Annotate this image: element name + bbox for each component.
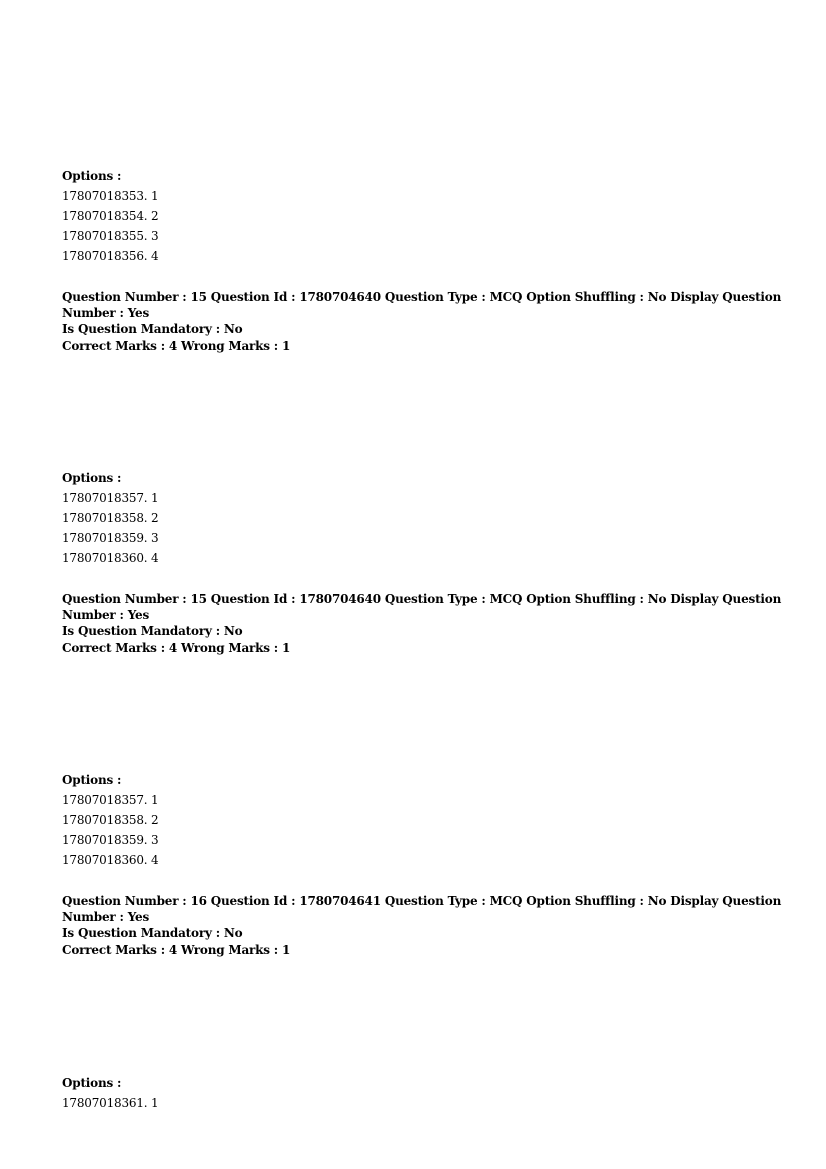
question-header xyxy=(62,591,782,657)
option-item: 17807018355. 3 xyxy=(62,229,159,243)
question-marks-line: Correct Marks : 4 Wrong Marks : 1 xyxy=(62,339,291,353)
option-item: 17807018358. 2 xyxy=(62,813,159,827)
options-block xyxy=(62,1073,782,1113)
question-mandatory-line: Is Question Mandatory : No xyxy=(62,322,243,336)
options-label: Options : xyxy=(62,773,122,787)
option-item: 17807018361. 1 xyxy=(62,1096,159,1110)
options-label: Options : xyxy=(62,471,122,485)
question-header xyxy=(62,893,782,959)
question-info-line: Question Number : 16 Question Id : 1780704641 Question Type : MCQ Option Shuffling : No Display Question Number : Yes xyxy=(62,894,782,924)
options-block xyxy=(62,166,782,266)
question-mandatory-line: Is Question Mandatory : No xyxy=(62,624,243,638)
options-label: Options : xyxy=(62,169,122,183)
question-info-line: Question Number : 15 Question Id : 1780704640 Question Type : MCQ Option Shuffling : No Display Question Number : Yes xyxy=(62,290,782,320)
options-label: Options : xyxy=(62,1076,122,1090)
option-item: 17807018358. 2 xyxy=(62,511,159,525)
options-block xyxy=(62,468,782,568)
question-marks-line: Correct Marks : 4 Wrong Marks : 1 xyxy=(62,943,291,957)
option-item: 17807018353. 1 xyxy=(62,189,159,203)
option-item: 17807018360. 4 xyxy=(62,853,159,867)
option-item: 17807018356. 4 xyxy=(62,249,159,263)
option-item: 17807018359. 3 xyxy=(62,531,159,545)
question-mandatory-line: Is Question Mandatory : No xyxy=(62,926,243,940)
question-info-line: Question Number : 15 Question Id : 1780704640 Question Type : MCQ Option Shuffling : No Display Question Number : Yes xyxy=(62,592,782,622)
options-block xyxy=(62,770,782,870)
question-header xyxy=(62,289,782,355)
option-item: 17807018354. 2 xyxy=(62,209,159,223)
option-item: 17807018357. 1 xyxy=(62,793,159,807)
option-item: 17807018357. 1 xyxy=(62,491,159,505)
option-item: 17807018359. 3 xyxy=(62,833,159,847)
option-item: 17807018360. 4 xyxy=(62,551,159,565)
question-marks-line: Correct Marks : 4 Wrong Marks : 1 xyxy=(62,641,291,655)
